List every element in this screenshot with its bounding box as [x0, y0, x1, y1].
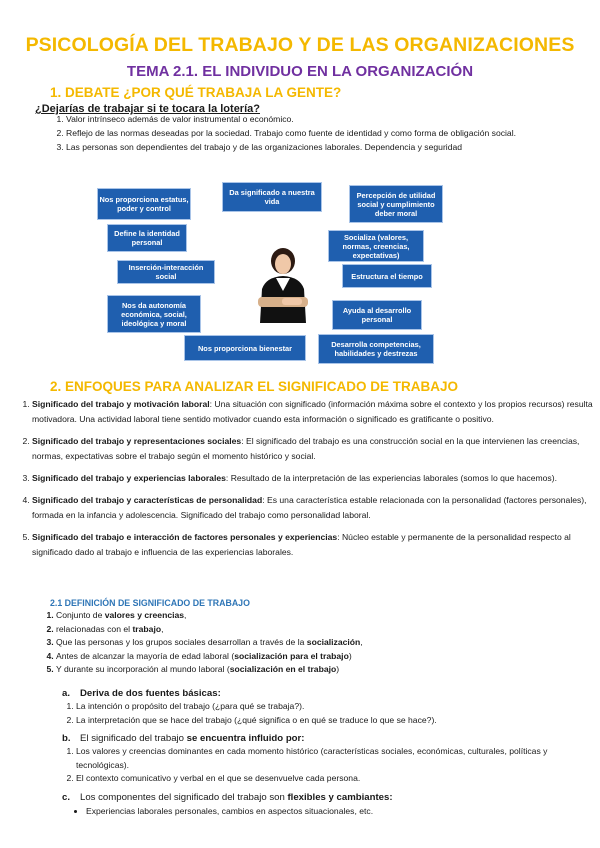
diagram-box: Desarrolla competencias, habilidades y destrezas: [318, 334, 434, 364]
lottery-question: ¿Dejarías de trabajar si te tocara la lotería?: [35, 103, 260, 115]
diagram-box: Nos proporciona bienestar: [184, 335, 306, 361]
list-item: 5. Significado del trabajo e interacción de factores personales y experiencias: Núcleo estable y permanente de la personalidad respecto al significado dado al trabajo e influencia de las experiencias laborales.: [32, 530, 598, 560]
list-item: 1. Valor intrínseco además de valor instrumental o económico.: [66, 113, 584, 126]
diagram-box: Socializa (valores, normas, creencias, expectativas): [328, 230, 424, 262]
diagram-box: Da significado a nuestra vida: [222, 182, 322, 212]
person-illustration: [252, 245, 314, 323]
diagram-box: Estructura el tiempo: [342, 264, 432, 288]
list-item: 1. Significado del trabajo y motivación laboral: Una situación con significado (información máxima sobre el contexto y los propios recursos) resulta motivadora. Una actividad laboral tiene sentido motivador cuando esta información o significado es gratificante o positivo.: [32, 397, 598, 427]
subsection-a-title: a. Deriva de dos fuentes básicas:: [62, 688, 221, 699]
list-item: 1. La intención o propósito del trabajo (¿para qué se trabaja?).: [76, 700, 596, 714]
subsection-b-list: [62, 745, 596, 786]
list-item: 2. relacionadas con el trabajo,: [56, 623, 576, 637]
subsection-b-title: b. El significado del trabajo se encuentra influido por:: [62, 733, 305, 744]
definition-list: [36, 609, 576, 677]
list-item: 4. Antes de alcanzar la mayoría de edad laboral (socialización para el trabajo): [56, 650, 576, 664]
subsection-a-list: [62, 700, 596, 727]
diagram-box: Define la identidad personal: [107, 224, 187, 252]
list-item: 2. La interpretación que se hace del trabajo (¿qué significa o en qué se traduce lo que se hace?).: [76, 714, 596, 728]
approaches-list: [12, 397, 598, 567]
list-item: 1. Conjunto de valores y creencias,: [56, 609, 576, 623]
section-2-1-heading: 2.1 DEFINICIÓN DE SIGNIFICADO DE TRABAJO: [50, 598, 250, 608]
list-item: 2. Reflejo de las normas deseadas por la sociedad. Trabajo como fuente de identidad y como forma de obligación social.: [66, 127, 584, 140]
diagram-box: Percepción de utilidad social y cumplimiento deber moral: [349, 185, 443, 223]
list-item: 2. Significado del trabajo y representaciones sociales: El significado del trabajo es una construcción social en la que intervienen las creencias, normas, expectativas sobre el trabajo según el momento histórico y social.: [32, 434, 598, 464]
diagram-box: Ayuda al desarrollo personal: [332, 300, 422, 330]
document-subtitle: TEMA 2.1. EL INDIVIDUO EN LA ORGANIZACIÓN: [126, 63, 474, 80]
diagram-box: Nos proporciona estatus, poder y control: [97, 188, 191, 220]
list-item: 3. Las personas son dependientes del trabajo y de las organizaciones laborales. Dependencia y seguridad: [66, 141, 584, 154]
subsection-c-title: c. Los componentes del significado del trabajo son flexibles y cambiantes:: [62, 792, 393, 803]
section-1-heading: 1. DEBATE ¿POR QUÉ TRABAJA LA GENTE?: [50, 85, 342, 100]
work-meaning-diagram: [92, 182, 452, 366]
list-item: 2. El contexto comunicativo y verbal en el que se desenvuelve cada persona.: [76, 772, 596, 786]
list-item: 4. Significado del trabajo y características de personalidad: Es una característica estable relacionada con la personalidad (factores personales), formada en la infancia y adolescencia. Significado del trabajo como personalidad laboral.: [32, 493, 598, 523]
list-item: 3. Significado del trabajo y experiencias laborales: Resultado de la interpretación de las experiencias laborales (somos lo que hacemos).: [32, 471, 598, 486]
diagram-box: Inserción-interacción social: [117, 260, 215, 284]
section-2-heading: 2. ENFOQUES PARA ANALIZAR EL SIGNIFICADO DE TRABAJO: [50, 379, 459, 394]
list-item: 3. Que las personas y los grupos sociales desarrollan a través de la socialización,: [56, 636, 576, 650]
subsection-c-list: [72, 805, 600, 819]
list-item: • Experiencias laborales personales, cambios en aspectos situacionales, etc.: [86, 805, 600, 819]
list-item: 1. Los valores y creencias dominantes en cada momento histórico (características sociales, económicas, culturales, políticas y tecnológicas).: [76, 745, 596, 772]
list-item: 5. Y durante su incorporación al mundo laboral (socialización en el trabajo): [56, 663, 576, 677]
intro-list: [44, 113, 584, 155]
document-title: PSICOLOGÍA DEL TRABAJO Y DE LAS ORGANIZACIONES: [25, 34, 575, 56]
diagram-box: Nos da autonomía económica, social, ideológica y moral: [107, 295, 201, 333]
